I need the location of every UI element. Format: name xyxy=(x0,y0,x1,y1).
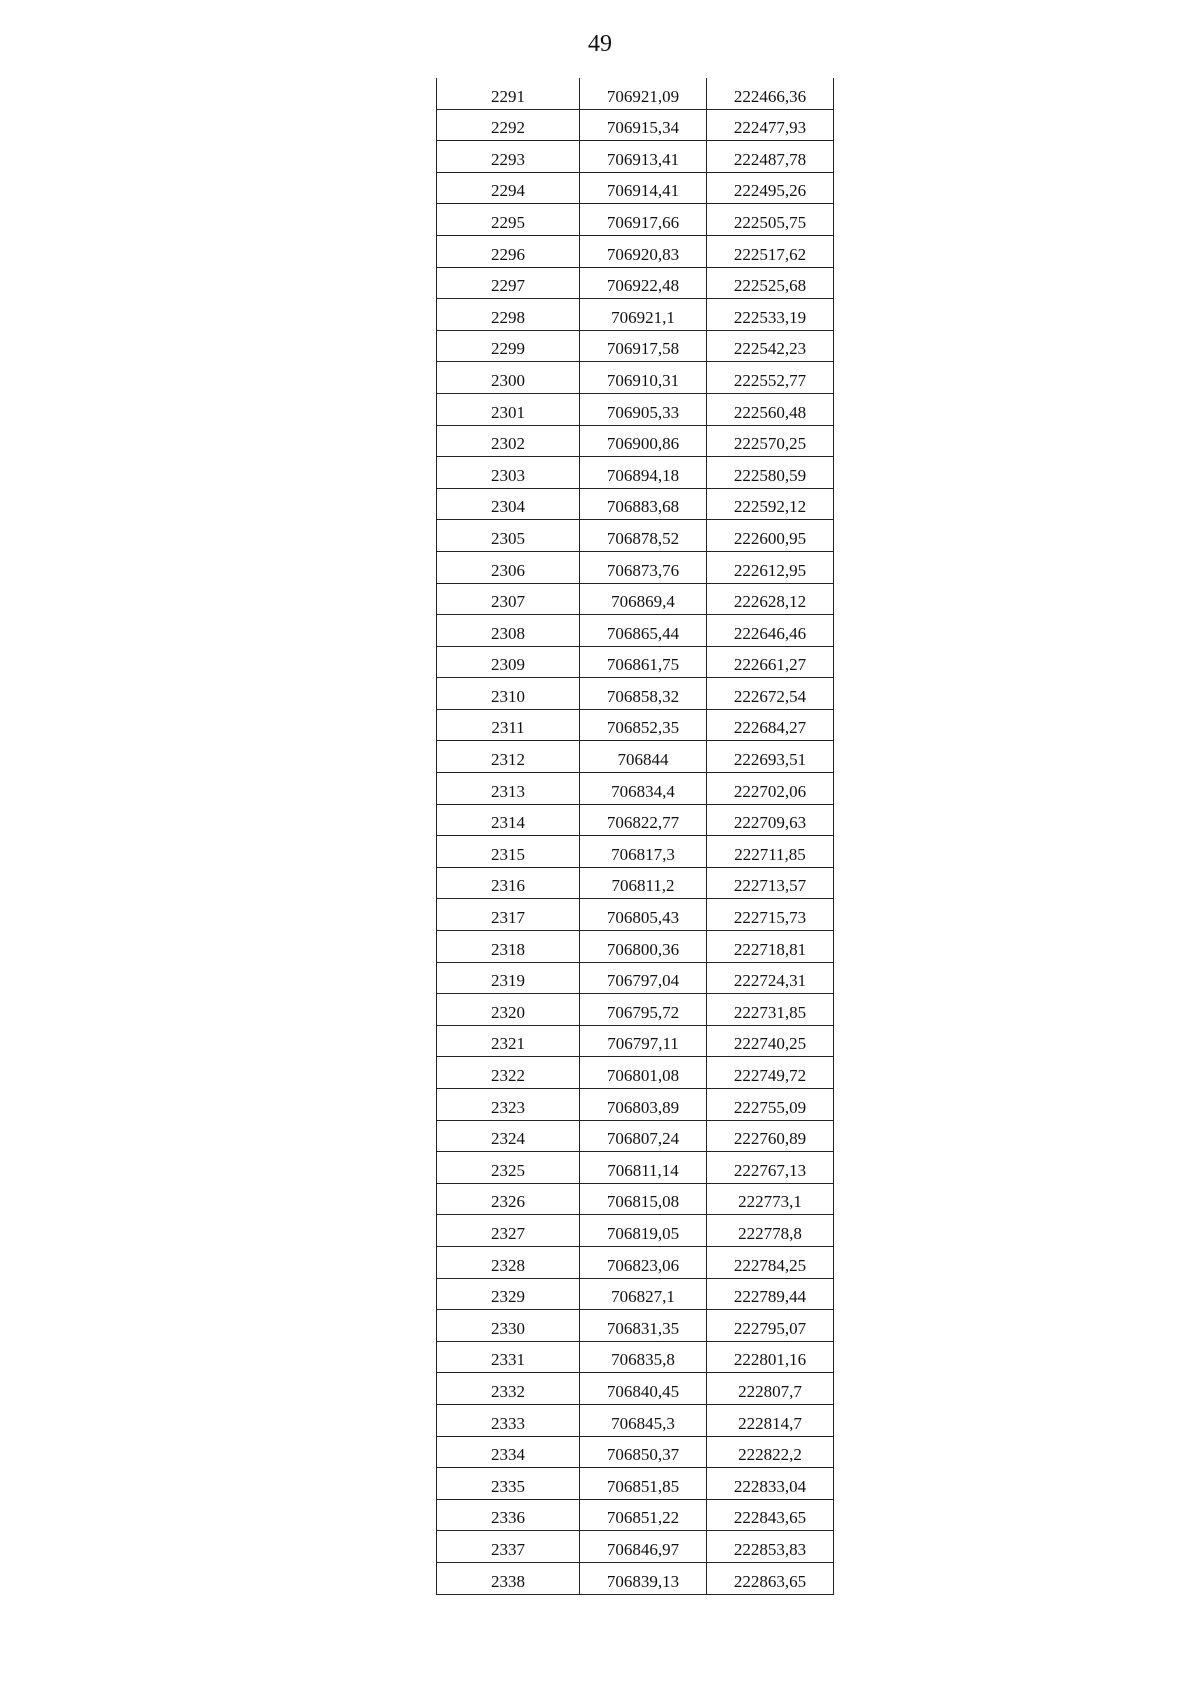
x-coordinate-cell: 706815,08 xyxy=(580,1183,707,1215)
x-coordinate-cell: 706869,4 xyxy=(580,583,707,615)
y-coordinate-cell: 222789,44 xyxy=(707,1278,834,1310)
y-coordinate-cell: 222560,48 xyxy=(707,393,834,425)
y-coordinate-cell: 222646,46 xyxy=(707,615,834,647)
x-coordinate-cell: 706894,18 xyxy=(580,457,707,489)
x-coordinate-cell: 706795,72 xyxy=(580,994,707,1026)
x-coordinate-cell: 706805,43 xyxy=(580,899,707,931)
y-coordinate-cell: 222843,65 xyxy=(707,1499,834,1531)
table-row xyxy=(437,931,834,963)
point-number-cell: 2337 xyxy=(437,1531,580,1563)
table-row xyxy=(437,1152,834,1184)
y-coordinate-cell: 222760,89 xyxy=(707,1120,834,1152)
x-coordinate-cell: 706921,09 xyxy=(580,78,707,109)
x-coordinate-cell: 706922,48 xyxy=(580,267,707,299)
x-coordinate-cell: 706913,41 xyxy=(580,141,707,173)
point-number-cell: 2316 xyxy=(437,867,580,899)
table-row xyxy=(437,962,834,994)
point-number-cell: 2334 xyxy=(437,1436,580,1468)
table-row xyxy=(437,615,834,647)
y-coordinate-cell: 222773,1 xyxy=(707,1183,834,1215)
table-row xyxy=(437,425,834,457)
x-coordinate-cell: 706840,45 xyxy=(580,1373,707,1405)
table-row xyxy=(437,899,834,931)
table-row xyxy=(437,330,834,362)
point-number-cell: 2330 xyxy=(437,1310,580,1342)
table-row xyxy=(437,1562,834,1594)
point-number-cell: 2308 xyxy=(437,615,580,647)
table-row xyxy=(437,1531,834,1563)
x-coordinate-cell: 706797,04 xyxy=(580,962,707,994)
point-number-cell: 2323 xyxy=(437,1089,580,1121)
point-number-cell: 2306 xyxy=(437,551,580,583)
y-coordinate-cell: 222740,25 xyxy=(707,1025,834,1057)
x-coordinate-cell: 706873,76 xyxy=(580,551,707,583)
y-coordinate-cell: 222466,36 xyxy=(707,78,834,109)
y-coordinate-cell: 222612,95 xyxy=(707,551,834,583)
point-number-cell: 2296 xyxy=(437,235,580,267)
y-coordinate-cell: 222661,27 xyxy=(707,646,834,678)
x-coordinate-cell: 706817,3 xyxy=(580,836,707,868)
y-coordinate-cell: 222628,12 xyxy=(707,583,834,615)
point-number-cell: 2313 xyxy=(437,773,580,805)
x-coordinate-cell: 706850,37 xyxy=(580,1436,707,1468)
y-coordinate-cell: 222801,16 xyxy=(707,1341,834,1373)
x-coordinate-cell: 706801,08 xyxy=(580,1057,707,1089)
y-coordinate-cell: 222592,12 xyxy=(707,488,834,520)
x-coordinate-cell: 706822,77 xyxy=(580,804,707,836)
table-row xyxy=(437,1025,834,1057)
y-coordinate-cell: 222833,04 xyxy=(707,1468,834,1500)
point-number-cell: 2298 xyxy=(437,299,580,331)
x-coordinate-cell: 706905,33 xyxy=(580,393,707,425)
x-coordinate-cell: 706883,68 xyxy=(580,488,707,520)
table-row xyxy=(437,583,834,615)
y-coordinate-cell: 222853,83 xyxy=(707,1531,834,1563)
x-coordinate-cell: 706920,83 xyxy=(580,235,707,267)
y-coordinate-cell: 222778,8 xyxy=(707,1215,834,1247)
table-row xyxy=(437,362,834,394)
y-coordinate-cell: 222863,65 xyxy=(707,1562,834,1594)
point-number-cell: 2312 xyxy=(437,741,580,773)
x-coordinate-cell: 706851,85 xyxy=(580,1468,707,1500)
table-row xyxy=(437,804,834,836)
y-coordinate-cell: 222672,54 xyxy=(707,678,834,710)
point-number-cell: 2325 xyxy=(437,1152,580,1184)
y-coordinate-cell: 222807,7 xyxy=(707,1373,834,1405)
point-number-cell: 2292 xyxy=(437,109,580,141)
x-coordinate-cell: 706831,35 xyxy=(580,1310,707,1342)
x-coordinate-cell: 706845,3 xyxy=(580,1404,707,1436)
x-coordinate-cell: 706807,24 xyxy=(580,1120,707,1152)
point-number-cell: 2318 xyxy=(437,931,580,963)
y-coordinate-cell: 222749,72 xyxy=(707,1057,834,1089)
table-row xyxy=(437,994,834,1026)
table-row xyxy=(437,172,834,204)
y-coordinate-cell: 222495,26 xyxy=(707,172,834,204)
point-number-cell: 2297 xyxy=(437,267,580,299)
table-row xyxy=(437,1120,834,1152)
x-coordinate-cell: 706844 xyxy=(580,741,707,773)
x-coordinate-cell: 706861,75 xyxy=(580,646,707,678)
table-row xyxy=(437,1278,834,1310)
y-coordinate-cell: 222505,75 xyxy=(707,204,834,236)
page-number: 49 xyxy=(588,31,612,57)
x-coordinate-cell: 706797,11 xyxy=(580,1025,707,1057)
y-coordinate-cell: 222713,57 xyxy=(707,867,834,899)
x-coordinate-cell: 706917,66 xyxy=(580,204,707,236)
point-number-cell: 2311 xyxy=(437,709,580,741)
table-row xyxy=(437,709,834,741)
point-number-cell: 2301 xyxy=(437,393,580,425)
table-row xyxy=(437,1341,834,1373)
y-coordinate-cell: 222795,07 xyxy=(707,1310,834,1342)
point-number-cell: 2303 xyxy=(437,457,580,489)
x-coordinate-cell: 706921,1 xyxy=(580,299,707,331)
point-number-cell: 2293 xyxy=(437,141,580,173)
point-number-cell: 2304 xyxy=(437,488,580,520)
y-coordinate-cell: 222718,81 xyxy=(707,931,834,963)
table-row xyxy=(437,1436,834,1468)
x-coordinate-cell: 706858,32 xyxy=(580,678,707,710)
table-row xyxy=(437,678,834,710)
point-number-cell: 2305 xyxy=(437,520,580,552)
point-number-cell: 2300 xyxy=(437,362,580,394)
point-number-cell: 2322 xyxy=(437,1057,580,1089)
y-coordinate-cell: 222822,2 xyxy=(707,1436,834,1468)
y-coordinate-cell: 222702,06 xyxy=(707,773,834,805)
point-number-cell: 2302 xyxy=(437,425,580,457)
table-row xyxy=(437,78,834,109)
table-row xyxy=(437,235,834,267)
y-coordinate-cell: 222814,7 xyxy=(707,1404,834,1436)
table-row xyxy=(437,1057,834,1089)
x-coordinate-cell: 706914,41 xyxy=(580,172,707,204)
table-row xyxy=(437,1404,834,1436)
y-coordinate-cell: 222600,95 xyxy=(707,520,834,552)
point-number-cell: 2333 xyxy=(437,1404,580,1436)
y-coordinate-cell: 222533,19 xyxy=(707,299,834,331)
y-coordinate-cell: 222711,85 xyxy=(707,836,834,868)
table-row xyxy=(437,1215,834,1247)
table-row xyxy=(437,646,834,678)
point-number-cell: 2309 xyxy=(437,646,580,678)
y-coordinate-cell: 222731,85 xyxy=(707,994,834,1026)
x-coordinate-cell: 706811,2 xyxy=(580,867,707,899)
table-row xyxy=(437,1310,834,1342)
y-coordinate-cell: 222715,73 xyxy=(707,899,834,931)
x-coordinate-cell: 706878,52 xyxy=(580,520,707,552)
y-coordinate-cell: 222724,31 xyxy=(707,962,834,994)
y-coordinate-cell: 222552,77 xyxy=(707,362,834,394)
point-number-cell: 2321 xyxy=(437,1025,580,1057)
table-row xyxy=(437,836,834,868)
y-coordinate-cell: 222570,25 xyxy=(707,425,834,457)
point-number-cell: 2336 xyxy=(437,1499,580,1531)
y-coordinate-cell: 222693,51 xyxy=(707,741,834,773)
x-coordinate-cell: 706839,13 xyxy=(580,1562,707,1594)
table-row xyxy=(437,773,834,805)
point-number-cell: 2307 xyxy=(437,583,580,615)
point-number-cell: 2291 xyxy=(437,78,580,109)
table-row xyxy=(437,1089,834,1121)
x-coordinate-cell: 706917,58 xyxy=(580,330,707,362)
table-row xyxy=(437,1499,834,1531)
table-row xyxy=(437,1373,834,1405)
point-number-cell: 2329 xyxy=(437,1278,580,1310)
table-row xyxy=(437,488,834,520)
table-row xyxy=(437,267,834,299)
y-coordinate-cell: 222767,13 xyxy=(707,1152,834,1184)
x-coordinate-cell: 706811,14 xyxy=(580,1152,707,1184)
point-number-cell: 2331 xyxy=(437,1341,580,1373)
table-row xyxy=(437,393,834,425)
table-row xyxy=(437,1246,834,1278)
point-number-cell: 2295 xyxy=(437,204,580,236)
point-number-cell: 2319 xyxy=(437,962,580,994)
table-row xyxy=(437,1183,834,1215)
point-number-cell: 2294 xyxy=(437,172,580,204)
point-number-cell: 2315 xyxy=(437,836,580,868)
table-row xyxy=(437,520,834,552)
x-coordinate-cell: 706915,34 xyxy=(580,109,707,141)
y-coordinate-cell: 222517,62 xyxy=(707,235,834,267)
x-coordinate-cell: 706827,1 xyxy=(580,1278,707,1310)
x-coordinate-cell: 706910,31 xyxy=(580,362,707,394)
table-row xyxy=(437,1468,834,1500)
table-row xyxy=(437,141,834,173)
x-coordinate-cell: 706800,36 xyxy=(580,931,707,963)
x-coordinate-cell: 706803,89 xyxy=(580,1089,707,1121)
point-number-cell: 2326 xyxy=(437,1183,580,1215)
y-coordinate-cell: 222580,59 xyxy=(707,457,834,489)
x-coordinate-cell: 706846,97 xyxy=(580,1531,707,1563)
y-coordinate-cell: 222542,23 xyxy=(707,330,834,362)
table-row xyxy=(437,109,834,141)
x-coordinate-cell: 706835,8 xyxy=(580,1341,707,1373)
y-coordinate-cell: 222487,78 xyxy=(707,141,834,173)
point-number-cell: 2338 xyxy=(437,1562,580,1594)
y-coordinate-cell: 222525,68 xyxy=(707,267,834,299)
table-row xyxy=(437,299,834,331)
y-coordinate-cell: 222755,09 xyxy=(707,1089,834,1121)
point-number-cell: 2324 xyxy=(437,1120,580,1152)
point-number-cell: 2314 xyxy=(437,804,580,836)
table-row xyxy=(437,551,834,583)
point-number-cell: 2332 xyxy=(437,1373,580,1405)
table-row xyxy=(437,457,834,489)
point-number-cell: 2328 xyxy=(437,1246,580,1278)
point-number-cell: 2320 xyxy=(437,994,580,1026)
y-coordinate-cell: 222709,63 xyxy=(707,804,834,836)
coordinates-table-body xyxy=(437,78,834,1594)
x-coordinate-cell: 706819,05 xyxy=(580,1215,707,1247)
x-coordinate-cell: 706834,4 xyxy=(580,773,707,805)
point-number-cell: 2335 xyxy=(437,1468,580,1500)
coordinates-table xyxy=(436,78,834,1595)
x-coordinate-cell: 706851,22 xyxy=(580,1499,707,1531)
x-coordinate-cell: 706900,86 xyxy=(580,425,707,457)
x-coordinate-cell: 706852,35 xyxy=(580,709,707,741)
point-number-cell: 2299 xyxy=(437,330,580,362)
x-coordinate-cell: 706865,44 xyxy=(580,615,707,647)
table-row xyxy=(437,204,834,236)
table-row xyxy=(437,741,834,773)
y-coordinate-cell: 222684,27 xyxy=(707,709,834,741)
point-number-cell: 2310 xyxy=(437,678,580,710)
point-number-cell: 2327 xyxy=(437,1215,580,1247)
x-coordinate-cell: 706823,06 xyxy=(580,1246,707,1278)
point-number-cell: 2317 xyxy=(437,899,580,931)
y-coordinate-cell: 222477,93 xyxy=(707,109,834,141)
y-coordinate-cell: 222784,25 xyxy=(707,1246,834,1278)
table-row xyxy=(437,867,834,899)
